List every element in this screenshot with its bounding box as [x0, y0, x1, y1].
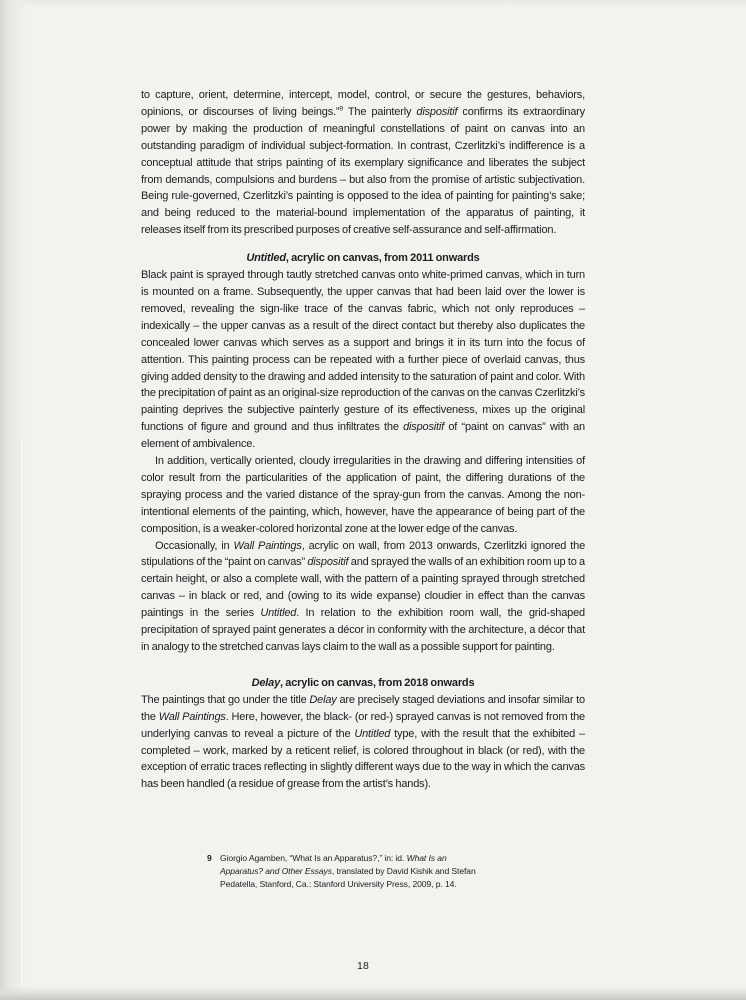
- text-column: [141, 87, 585, 793]
- left-page-edge-highlight: [21, 440, 23, 990]
- footnote-number: 9: [207, 853, 212, 863]
- section-heading: Untitled, acrylic on canvas, from 2011 onwards: [246, 252, 480, 265]
- body-paragraph: Occasionally, in Wall Paintings, acrylic on wall, from 2013 onwards, Czerlitzki ignored the stipulations of the “paint on canvas” dispositif and sprayed the walls of an exhibition room up to a certain height, or also a complete wall, with the pattern of a painting sprayed through stretched canvas – in black or red, and (owing to its wide expanse) cloudier in effect than the canvas paintings in the series Untitled. In relation to the exhibition room wall, the grid-shaped precipitation of sprayed paint generates a décor in conformity with the architecture, a décor that in analogy to the stretched canvas lays claim to the wall as a possible support for painting.: [141, 539, 586, 653]
- section-heading: Delay, acrylic on canvas, from 2018 onwards: [251, 676, 475, 689]
- body-paragraph: In addition, vertically oriented, cloudy irregularities in the drawing and differing intensities of color result from the particularities of the application of paint, the differing durations of the spraying process and the varied distance of the spray-gun from the canvas. Among the non-intentional elements of the painting, which, however, have the appearance of being part of the composition, is a weaker-colored horizontal zone at the lower edge of the canvas.: [141, 455, 585, 535]
- footnote: [207, 852, 482, 891]
- page-number: 18: [356, 960, 370, 972]
- body-paragraph: to capture, orient, determine, intercept, model, control, or secure the gestures, behaviors, opinions, or discourses of living beings.”$^9$ The painterly dispositif confirms its extraordinary power by making the production of meaningful constellations of paint on canvas into an outstanding paradigm of individual subject-formation. In contrast, Czerlitzki’s indifference is a conceptual attitude that strips painting of its exemplary significance and liberates the subject from demands, compulsions and burdens – but also from the promise of artistic subjectivation. Being rule-governed, Czerlitzki’s painting is opposed to the idea of painting for painting’s sake; and being reduced to the material-bound implementation of the apparatus of painting, it releases itself from its prescribed purposes of creative self-assurance and self-affirmation.: [141, 89, 585, 237]
- left-page-edge: [0, 0, 28, 1000]
- bottom-page-edge: [0, 986, 746, 1000]
- body-paragraph: The paintings that go under the title Delay are precisely staged deviations and insofar similar to the Wall Paintings. Here, however, the black- (or red-) sprayed canvas is not removed from the underlying canvas to reveal a picture of the Untitled type, with the result that the exhibited – completed – work, marked by a reticent relief, is colored throughout in black (or red), with the exception of erratic traces reflecting in slightly different ways due to the way in which the canvas has been handled (a residue of grease from the artist’s hands).: [141, 693, 585, 791]
- body-paragraph: Black paint is sprayed through tautly stretched canvas onto white-primed canvas, which in turn is mounted on a frame. Subsequently, the upper canvas that had been laid over the lower is removed, revealing the sign-like trace of the canvas fabric, which not only reproduces – indexically – the upper canvas as a result of the direct contact but thereby also duplicates the concealed lower canvas which serves as a support and brings it in its turn into the focus of attention. This painting process can be repeated with a further piece of overlaid canvas, thus giving added density to the drawing and added intensity to the saturation of paint and color. With the precipitation of paint as an original-size reproduction of the canvas on the canvas Czerlitzki’s painting deprives the subjective painterly gesture of its effectiveness, mixes up the original functions of figure and ground and thus infiltrates the dispositif of “paint on canvas” with an element of ambivalence.: [141, 269, 585, 451]
- top-page-edge: [0, 0, 746, 6]
- footnote-text: Giorgio Agamben, “What Is an Apparatus?,” in: id. What Is an Apparatus? and Other Essays, translated by David Kishik and Stefan Pedatella, Stanford, Ca.: Stanford University Press, 2009, p. 14.: [220, 853, 476, 889]
